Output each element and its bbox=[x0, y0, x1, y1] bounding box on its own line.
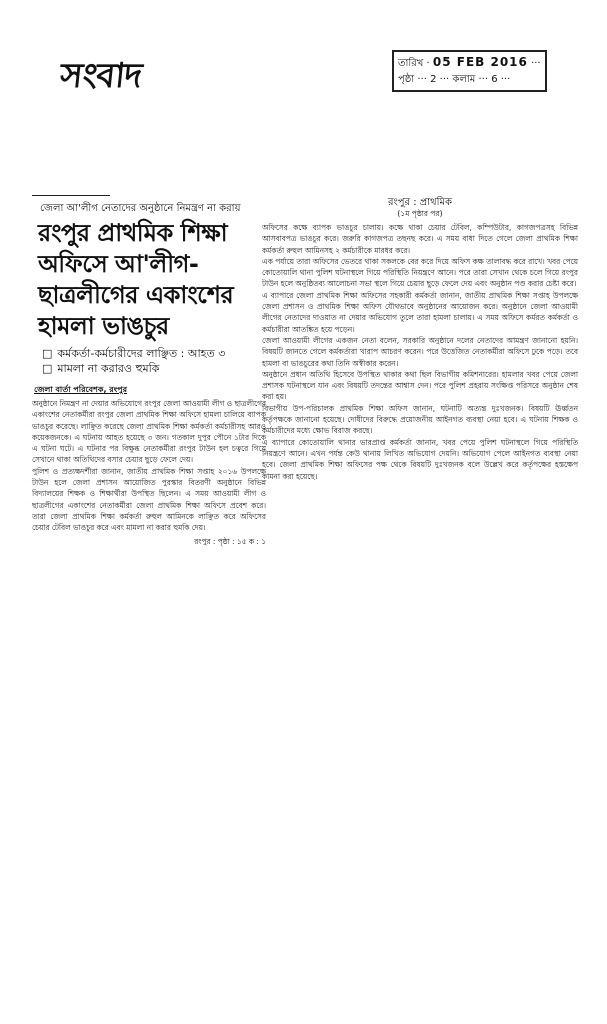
subhead: □ মামলা না করারও হুমকি bbox=[42, 361, 266, 376]
stamp-page: 2 bbox=[430, 74, 437, 85]
newspaper-masthead: সংবাদ bbox=[58, 56, 144, 96]
article-subheads bbox=[42, 346, 266, 376]
stamp-column: 6 bbox=[491, 74, 498, 85]
paragraph: পুলিশ ও প্রত্যক্ষদর্শীরা জানান, জাতীয় প্রাথমিক শিক্ষা সপ্তাহ ২০১৬ উপলক্ষে টাউন হলে জেলা প্রশাসন আয়োজিত পুরস্কার বিতরণী অনুষ্ঠানে বিভিন্ন বিদ্যালয়ের শিক্ষক ও শিক্ষার্থীরা উপস্থিত ছিলেন। এ সময় আওয়ামী লীগ ও ছাত্রলীগের একাংশের নেতাকর্মীরা জেলা প্রাথমিক শিক্ষা অফিসে প্রবেশ করে। তারা জেলা প্রাথমিক শিক্ষা কর্মকর্তা রুহুল আমিনকে লাঞ্ছিত করে অফিসের চেয়ার টেবিল ভাঙচুর করে এবং মামলা না করার হুমকি দেয়। bbox=[32, 466, 266, 533]
paragraph: অফিসের কক্ষে ব্যাপক ভাঙচুর চালায়। কক্ষে থাকা চেয়ার টেবিল, কম্পিউটার, কাগজপত্রসহ বিভিন্ন আসবাবপত্র ভাঙচুর করে। জরুরি কাগজপত্র তছনছ করে। এ সময় বাধা দিতে গেলে জেলা প্রাথমিক শিক্ষা কর্মকর্তা রুহুল আমিনসহ ২ কর্মচারীকে মারধর করে। bbox=[262, 223, 578, 255]
article-byline: জেলা বার্তা পরিবেশক, রংপুর bbox=[34, 385, 127, 394]
continuation-title: রংপুর : প্রাথমিক bbox=[387, 197, 453, 208]
continuation-header bbox=[262, 196, 578, 219]
stamp-column-label: কলাম bbox=[452, 74, 476, 85]
article-body-left bbox=[32, 398, 266, 534]
paragraph: এ ব্যাপারে কোতোয়ালি থানার ভারপ্রাপ্ত কর্মকর্তা জানান, খবর পেয়ে পুলিশ ঘটনাস্থলে গিয়ে পরিস্থিতি নিয়ন্ত্রণে আনে। এখন পর্যন্ত কেউ থানায় লিখিত অভিযোগ দেয়নি। অভিযোগ পেলে আইনগত ব্যবস্থা নেয়া হবে। জেলা প্রাথমিক শিক্ষা অফিসের পক্ষ থেকে বিষয়টি দুঃখজনক বলে উল্লেখ করে কর্তৃপক্ষের হস্তক্ষেপ কামনা করা হয়েছে। bbox=[262, 437, 578, 481]
article-kicker: জেলা আ'লীগ নেতাদের অনুষ্ঠানে নিমন্ত্রণ না করায় bbox=[40, 203, 241, 214]
divider bbox=[32, 195, 110, 196]
article-left-column bbox=[32, 195, 266, 547]
stamp-date-label: তারিখ bbox=[398, 58, 424, 69]
subhead: □ কর্মকর্তা-কর্মচারীদের লাঞ্ছিত : আহত ৩ bbox=[42, 346, 266, 361]
article-right-column bbox=[262, 196, 578, 482]
date-stamp: তারিখ · 05 FEB 2016 ··· পৃষ্ঠা ··· 2 ··· কলাম ··· 6 ··· bbox=[392, 50, 547, 92]
paragraph: এ ব্যাপারে জেলা প্রাথমিক শিক্ষা অফিসের সহকারী কর্মকর্তা জানান, জাতীয় প্রাথমিক শিক্ষা সপ্তাহ উপলক্ষে জেলা প্রশাসন ও প্রাথমিক শিক্ষা অফিস যৌথভাবে অনুষ্ঠানের আয়োজন করে। অনুষ্ঠানে জেলা আওয়ামী লীগের নেতাদের দাওয়াত না দেয়ার অভিযোগ তুলে তারা হামলা চালায়। এ সময় অফিসে কর্মরত কর্মকর্তা ও কর্মচারীরা আতঙ্কিত হয়ে পড়েন। bbox=[262, 290, 578, 334]
article-body-right bbox=[262, 222, 578, 482]
stamp-date: 05 FEB 2016 bbox=[432, 55, 528, 69]
paragraph: বিভাগীয় উপ-পরিচালক প্রাথমিক শিক্ষা অফিস জানান, ঘটনাটি অত্যন্ত দুঃখজনক। বিষয়টি ঊর্ধ্বতন কর্তৃপক্ষকে জানানো হয়েছে। দোষীদের বিরুদ্ধে প্রয়োজনীয় আইনগত ব্যবস্থা নেয়া হবে। এ ঘটনায় শিক্ষক ও কর্মচারীদের মধ্যে ক্ষোভ বিরাজ করছে। bbox=[262, 403, 578, 436]
paragraph: অনুষ্ঠানে নিমন্ত্রণ না দেয়ার অভিযোগে রংপুর জেলা আওয়ামী লীগ ও ছাত্রলীগের একাংশের নেতাকর্মীরা রংপুর জেলা প্রাথমিক শিক্ষা অফিসে হামলা চালিয়ে ব্যাপক ভাঙচুর করেছে। লাঞ্ছিত করেছে জেলা প্রাথমিক শিক্ষা কর্মকর্তা কর্মচারীসহ আরও কয়েকজনকে। এ ঘটনায় আহত হয়েছে ৩ জন। গতকাল দুপুর পৌনে ১টার দিকে এ ঘটনা ঘটে। এ ঘটনার পর বিক্ষুব্ধ নেতাকর্মীরা রংপুর টাউন হল চত্বরে গিয়ে সেখানে থাকা অতিথিদের বসার চেয়ার ছুড়ে ফেলে দেয়। bbox=[32, 399, 266, 465]
paragraph: অনুষ্ঠানে প্রধান অতিথি হিসেবে উপস্থিত থাকার কথা ছিল বিভাগীয় কমিশনারের। হামলার খবর পেয়ে জেলা প্রশাসক ঘটনাস্থলে যান এবং বিষয়টি তদন্তের আশ্বাস দেন। পরে পুলিশ প্রহরায় সংক্ষিপ্ত পরিসরে অনুষ্ঠান শেষ করা হয়। bbox=[262, 369, 578, 402]
continuation-note bbox=[32, 536, 266, 547]
stamp-page-label: পৃষ্ঠা bbox=[398, 74, 415, 85]
paragraph: জেলা আওয়ামী লীগের একজন নেতা বলেন, সরকারি অনুষ্ঠানে দলের নেতাদের আমন্ত্রণ জানানো হয়নি। বিষয়টি জানতে গেলে কর্মকর্তারা খারাপ আচরণ করেন। পরে উত্তেজিত নেতাকর্মীরা অফিসে ঢুকে পড়ে। তবে হামলা বা ভাঙচুরের কথা তিনি অস্বীকার করেন। bbox=[262, 335, 578, 368]
continued-on: রংপুর : পৃষ্ঠা : ১৫ ক : ১ bbox=[194, 536, 266, 546]
continuation-subtitle: (১ম পৃষ্ঠার পর) bbox=[397, 209, 443, 218]
article-headline: রংপুর প্রাথমিক শিক্ষা অফিসে আ'লীগ-ছাত্রলীগের একাংশের হামলা ভাঙচুর bbox=[38, 219, 234, 340]
paragraph: এক পর্যায়ে তারা অফিসের ভেতরে থাকা সকলকে বের করে দিয়ে অফিস কক্ষ তালাবদ্ধ করে রাখে। খবর পেয়ে কোতোয়ালি থানা পুলিশ ঘটনাস্থলে গিয়ে পরিস্থিতি নিয়ন্ত্রণে আনে। পরে তারা সেখান থেকে চলে গিয়ে রংপুর টাউন হলে অনুষ্ঠিতব্য আলোচনা সভা স্থলে গিয়ে চেয়ার ছুড়ে ফেলে দেয় এবং অনুষ্ঠান পণ্ড করার চেষ্টা করে। bbox=[262, 256, 578, 289]
